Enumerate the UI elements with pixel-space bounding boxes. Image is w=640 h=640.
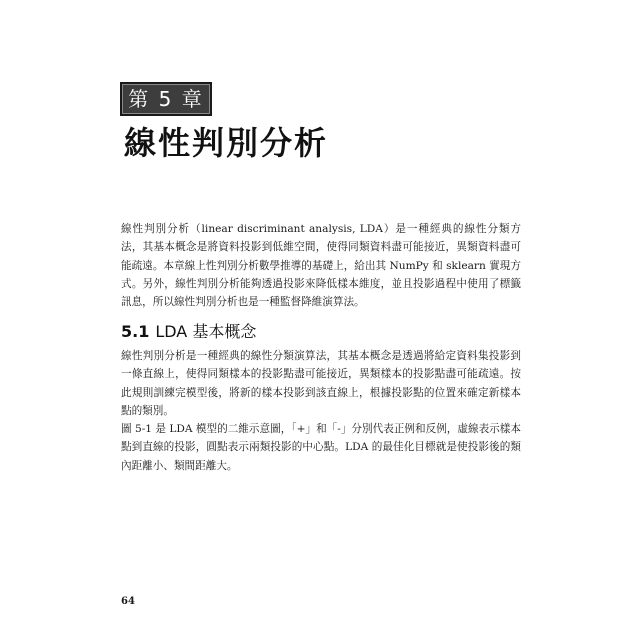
page-number: 64 [121,596,135,607]
section-heading [121,319,256,342]
body-paragraph: 線性判別分析是一種經典的線性分類演算法，其基本概念是透過將給定資料集投影到一條直線上，使得同類樣本的投影點盡可能接近，異類樣本的投影點盡可能疏遠。按此規則訓練完模型後，將新的樣本投影到該直線上，根據投影點的位置來確定新樣本點的類別。 [121,350,521,417]
chapter-title: 線性判別分析 [124,124,329,162]
section-number: 5.1 [121,322,150,341]
intro-paragraph: 線性判別分析（linear discriminant analysis, LDA）是一種經典的線性分類方法，其基本概念是將資料投影到低維空間，使得同類資料盡可能接近，異類資料盡可能疏遠。本章線上性判別分析數學推導的基礎上，給出其 NumPy 和 sklearn 實現方式。另外，線性判別分析能夠透過投影來降低樣本維度，並且投影過程中使用了標籤訊息，所以線性判別分析也是一種監督降維演算法。 [121,223,521,309]
body-paragraph: 圖 5-1 是 LDA 模型的二維示意圖，「+」和「-」分別代表正例和反例，虛線表示樣本點到直線的投影，圓點表示兩類投影的中心點。LDA 的最佳化目標就是使投影後的類內距離小、類間距離大。 [121,423,521,472]
section-title: LDA 基本概念 [155,322,257,341]
chapter-badge: 第 5 章 [120,82,212,116]
